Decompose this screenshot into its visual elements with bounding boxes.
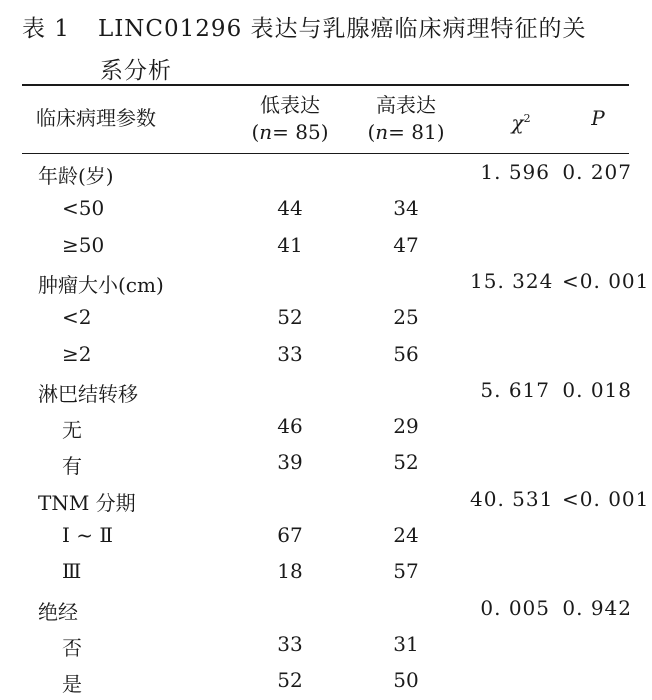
header-low-count: (n= 85) bbox=[251, 120, 329, 144]
row-label: Ⅰ ~ Ⅱ bbox=[62, 523, 113, 547]
header-chi-square bbox=[496, 105, 546, 137]
row-p-value: 0. 018 bbox=[562, 377, 632, 402]
table-row bbox=[0, 338, 652, 374]
row-high-count: 57 bbox=[393, 559, 419, 584]
row-low-count: 52 bbox=[277, 305, 303, 330]
row-label: 淋巴结转移 bbox=[38, 381, 138, 406]
header-low-eq: = 85 bbox=[272, 120, 321, 144]
table-number: 表 1 bbox=[22, 16, 70, 42]
table-row bbox=[0, 192, 652, 228]
header-high-n: n bbox=[375, 120, 389, 144]
row-high-count: 24 bbox=[393, 523, 419, 547]
table-row bbox=[0, 410, 652, 446]
row-chi-square: 5. 617 bbox=[480, 377, 550, 402]
row-high-count: 34 bbox=[393, 196, 419, 221]
row-label: 无 bbox=[62, 418, 82, 443]
header-chi-symbol: χ bbox=[511, 110, 524, 135]
row-label: 有 bbox=[62, 454, 82, 479]
header-low-label: 低表达 bbox=[260, 93, 320, 117]
row-label: 否 bbox=[62, 635, 82, 660]
row-low-count: 41 bbox=[277, 232, 303, 257]
header-high-expression bbox=[356, 92, 456, 146]
row-high-count: 29 bbox=[393, 414, 419, 439]
table-row bbox=[0, 555, 652, 591]
table-row bbox=[0, 519, 652, 555]
row-low-count: 52 bbox=[277, 668, 303, 693]
header-param: 临床病理参数 bbox=[36, 106, 156, 130]
row-p-value: <0. 001 bbox=[562, 268, 650, 293]
table-row bbox=[0, 229, 652, 265]
row-p-value: <0. 001 bbox=[562, 486, 650, 511]
row-label: 是 bbox=[62, 672, 82, 697]
row-label: <2 bbox=[62, 305, 92, 330]
row-high-count: 25 bbox=[393, 305, 419, 330]
row-chi-square: 40. 531 bbox=[470, 486, 554, 511]
row-low-count: 44 bbox=[277, 196, 303, 221]
row-label: <50 bbox=[62, 196, 105, 221]
table-row bbox=[0, 446, 652, 482]
table-caption bbox=[22, 8, 632, 92]
row-label: 绝经 bbox=[38, 599, 78, 624]
table-row bbox=[0, 628, 652, 664]
top-rule bbox=[22, 84, 629, 86]
row-high-count: 56 bbox=[393, 341, 419, 366]
header-p-value: P bbox=[591, 106, 605, 130]
row-low-count: 33 bbox=[277, 341, 303, 366]
row-high-count: 47 bbox=[393, 232, 419, 257]
table-row bbox=[0, 301, 652, 337]
header-low-expression bbox=[240, 92, 340, 146]
row-label: ≥50 bbox=[62, 232, 105, 257]
row-label: Ⅲ bbox=[62, 559, 82, 584]
row-label: 肿瘤大小(cm) bbox=[38, 272, 164, 297]
table-row bbox=[0, 483, 652, 519]
row-low-count: 67 bbox=[277, 523, 303, 547]
row-low-count: 39 bbox=[277, 450, 303, 475]
row-high-count: 31 bbox=[393, 631, 419, 656]
header-low-n: n bbox=[259, 120, 273, 144]
table-title-line1: LINC01296 表达与乳腺癌临床病理特征的关 bbox=[97, 16, 587, 42]
row-chi-square: 15. 324 bbox=[470, 268, 554, 293]
header-rule bbox=[22, 153, 629, 154]
row-label: TNM 分期 bbox=[38, 490, 136, 515]
row-low-count: 33 bbox=[277, 631, 303, 656]
table-row bbox=[0, 265, 652, 301]
row-low-count: 46 bbox=[277, 414, 303, 439]
header-high-eq: = 81 bbox=[388, 120, 437, 144]
row-chi-square: 0. 005 bbox=[480, 595, 550, 620]
row-label: ≥2 bbox=[62, 341, 92, 366]
table-row bbox=[0, 156, 652, 192]
table-row bbox=[0, 664, 652, 700]
table-title-line2: 系分析 bbox=[100, 58, 172, 84]
table-row bbox=[0, 374, 652, 410]
row-p-value: 0. 942 bbox=[562, 595, 632, 620]
row-chi-square: 1. 596 bbox=[480, 160, 550, 184]
table-row bbox=[0, 592, 652, 628]
row-high-count: 52 bbox=[393, 450, 419, 475]
row-low-count: 18 bbox=[277, 559, 303, 584]
header-high-count: (n= 81) bbox=[367, 120, 445, 144]
row-high-count: 50 bbox=[393, 668, 419, 693]
header-high-label: 高表达 bbox=[376, 93, 436, 117]
row-p-value: 0. 207 bbox=[562, 160, 632, 184]
header-chi-exponent: 2 bbox=[523, 112, 531, 125]
row-label: 年龄(岁) bbox=[38, 164, 114, 188]
